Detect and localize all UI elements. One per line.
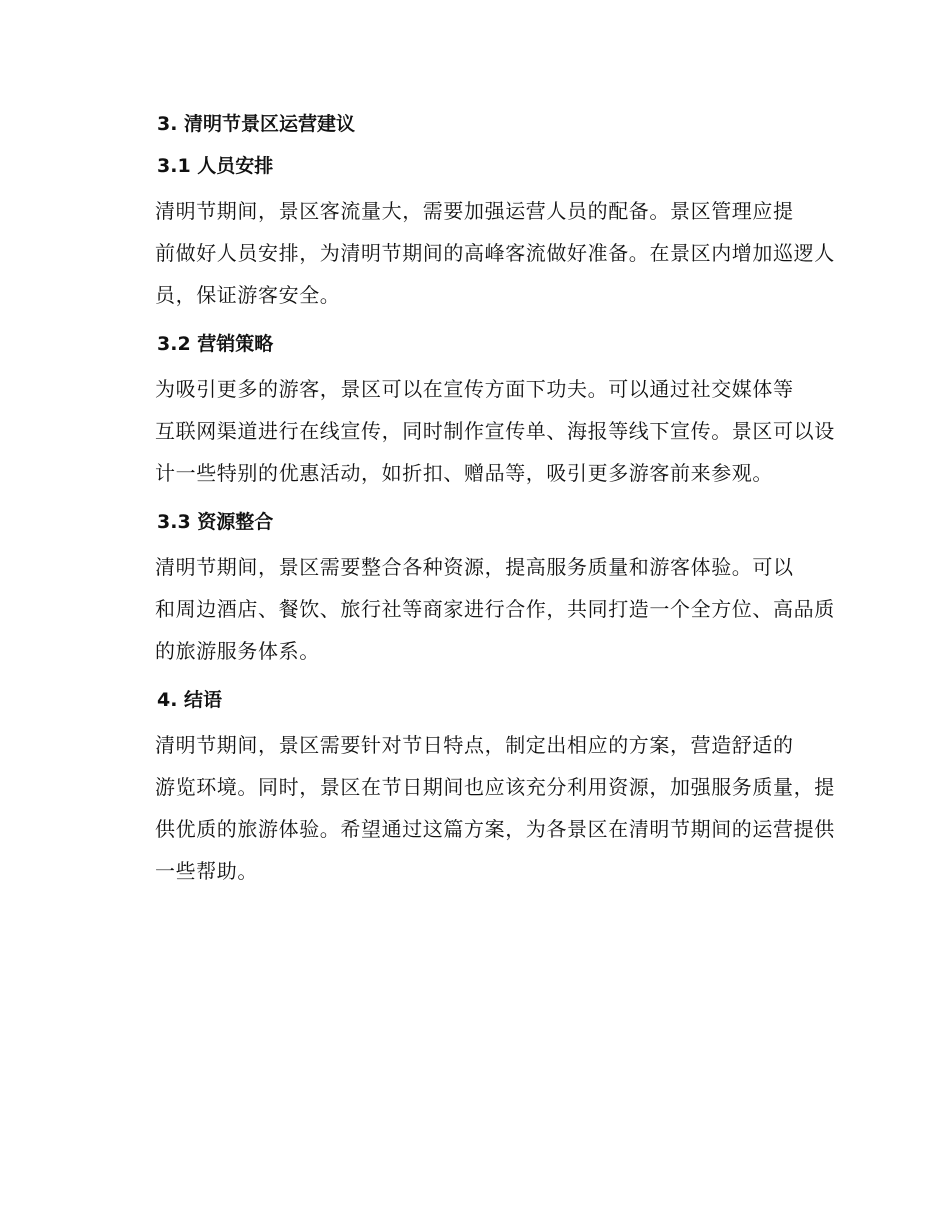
paragraph-staffing — [113, 190, 835, 316]
paragraph-line: 互联网渠道进行在线宣传，同时制作宣传单、海报等线下宣传。景区可以设 — [155, 419, 835, 443]
paragraph-resources — [113, 546, 835, 672]
paragraph-line: 为吸引更多的游客，景区可以在宣传方面下功夫。可以通过社交媒体等 — [155, 377, 794, 401]
paragraph-marketing — [113, 368, 835, 494]
paragraph-line: 清明节期间，景区需要针对节日特点，制定出相应的方案，营造舒适的 — [155, 733, 794, 757]
paragraph-line: 清明节期间，景区需要整合各种资源，提高服务质量和游客体验。可以 — [155, 555, 794, 579]
section-heading-3: 3. 清明节景区运营建议 — [157, 113, 356, 135]
paragraph-conclusion — [113, 724, 835, 892]
section-heading-3-1: 3.1 人员安排 — [157, 155, 274, 177]
paragraph-line: 和周边酒店、餐饮、旅行社等商家进行合作，共同打造一个全方位、高品质 — [155, 597, 835, 621]
paragraph-line: 前做好人员安排，为清明节期间的高峰客流做好准备。在景区内增加巡逻人 — [155, 241, 835, 265]
section-heading-4: 4. 结语 — [157, 689, 223, 711]
paragraph-line: 游览环境。同时，景区在节日期间也应该充分利用资源，加强服务质量，提 — [155, 775, 835, 799]
paragraph-line: 计一些特别的优惠活动，如折扣、赠品等，吸引更多游客前来参观。 — [155, 461, 773, 485]
paragraph-line: 一些帮助。 — [155, 859, 258, 883]
paragraph-line: 的旅游服务体系。 — [155, 639, 320, 663]
section-heading-3-2: 3.2 营销策略 — [157, 333, 274, 355]
paragraph-line: 清明节期间，景区客流量大，需要加强运营人员的配备。景区管理应提 — [155, 199, 794, 223]
paragraph-line: 供优质的旅游体验。希望通过这篇方案，为各景区在清明节期间的运营提供 — [155, 817, 835, 841]
section-heading-3-3: 3.3 资源整合 — [157, 511, 274, 533]
paragraph-line: 员，保证游客安全。 — [155, 283, 341, 307]
